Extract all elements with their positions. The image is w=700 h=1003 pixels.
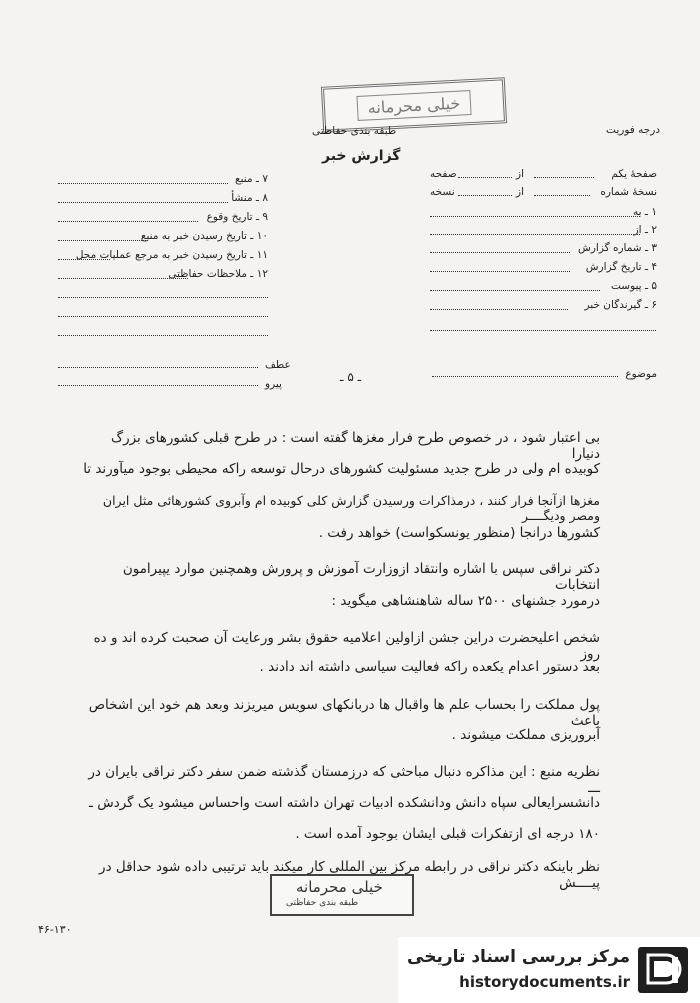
following-label: پیرو bbox=[265, 378, 282, 390]
field-report-date-label: ۴ ـ تاریخ گزارش bbox=[585, 261, 657, 273]
field-origin-line bbox=[58, 202, 228, 203]
field-security-notes-label: ۱۲ ـ ملاحظات حفاظتی bbox=[168, 268, 268, 280]
field-source-receipt-line bbox=[58, 240, 148, 241]
page-one-line bbox=[534, 177, 594, 178]
body-line-1: بی اعتبار شود ، در خصوص طرح فرار مغزها گفته است : در طرح قبلی کشورهای بزرگ دنیارا bbox=[111, 430, 600, 462]
field-source-receipt-label: ۱۰ ـ تاریخ رسیدن خبر به منبع bbox=[140, 230, 268, 242]
field-security-notes-line bbox=[58, 278, 188, 279]
body-line-3: مغزها ازآنجا فرار کنند ، درمذاکرات ورسیدن گزارش کلی کوبیده ام وآبروی کشورهائی مثل ایران ومصر ودیگــــر bbox=[102, 493, 600, 523]
body-line-10: آبروریزی مملکت میشوند . bbox=[451, 727, 600, 743]
field-recipients-label: ۶ ـ گیرندگان خبر bbox=[584, 299, 657, 311]
classification-label: طبقه بندی حفاظتی bbox=[312, 125, 397, 137]
field-event-date-label: ۹ ـ تاریخ وقوع bbox=[206, 211, 268, 223]
field-from-label: ۲ ـ از bbox=[633, 224, 657, 236]
body-line-14: نظر باینکه دکتر نراقی در رابطه مرکز بین المللی کار میکند باید ترتیبی داده شود حداقل در پیــــش bbox=[99, 859, 600, 891]
reference-line bbox=[58, 367, 258, 368]
body-line-6: درمورد جشنهای ۲۵۰۰ ساله شاهنشاهی میگوید : bbox=[331, 593, 600, 609]
field-local-receipt-line bbox=[58, 259, 110, 260]
archive-name: مرکز بررسی اسناد تاریخی bbox=[407, 947, 630, 967]
classification-stamp-bottom bbox=[270, 874, 414, 916]
copy-number-line bbox=[534, 195, 590, 196]
field-report-number-label: ۳ ـ شماره گزارش bbox=[578, 242, 657, 254]
reference-label: عطف bbox=[265, 359, 291, 371]
field-attachment-line bbox=[430, 290, 600, 291]
field-report-number-line bbox=[430, 252, 570, 253]
archive-logo-icon bbox=[638, 947, 688, 993]
body-line-11: نظریه منبع : این مذاکره دنبال مباحثی که درزمستان گذشته ضمن سفر دکتر نراقی بایران در ـــ bbox=[88, 764, 600, 796]
field-attachment-label: ۵ ـ پیوست bbox=[610, 280, 657, 292]
field-recipients-line-2 bbox=[430, 330, 656, 331]
field-source-line bbox=[58, 183, 228, 184]
notes-line-4 bbox=[58, 335, 268, 336]
field-to-line bbox=[430, 216, 640, 217]
report-title: گزارش خبر bbox=[322, 148, 401, 164]
field-report-date-line bbox=[430, 271, 570, 272]
body-line-2: کوبیده ام ولی در طرح جدید مسئولیت کشورهای درحال توسعه راکه محیطی بوجود میآورند تا bbox=[83, 461, 600, 477]
notes-line-2 bbox=[58, 297, 268, 298]
field-recipients-line bbox=[430, 309, 568, 310]
body-line-5: دکتر نراقی سپس با اشاره وانتقاد ازوزارت آموزش و پرورش وهمچنین موارد یپیرامون انتخابات bbox=[122, 561, 600, 593]
stamp-bottom-label: طبقه بندی حفاظتی bbox=[286, 898, 359, 908]
notes-line-3 bbox=[58, 316, 268, 317]
body-line-12: دانشسرایعالی سپاه دانش ودانشکده ادبیات تهران داشته است واحساس میشود یک گردش ـ bbox=[88, 795, 600, 811]
field-local-receipt-label: ۱۱ ـ تاریخ رسیدن خبر به مرجع عملیات محل bbox=[75, 249, 268, 261]
body-line-9: پول مملکت را بحساب علم ها واقبال ها دربانکهای سویس میریزند وبعد هم خود این اشخاص باعث bbox=[88, 697, 600, 729]
field-to-label: ۱ ـ به bbox=[633, 206, 657, 218]
from-label-1: از bbox=[516, 168, 524, 180]
page-suffix: صفحه bbox=[430, 168, 457, 180]
priority-label: درجه فوریت bbox=[606, 124, 660, 136]
page-one-label: صفحهٔ یکم bbox=[611, 168, 657, 180]
from-line-1 bbox=[458, 177, 512, 178]
field-event-date-line bbox=[58, 221, 198, 222]
stamp-top-text: خیلی محرمانه bbox=[356, 90, 472, 121]
page-number: ۴۶-۱۳۰ bbox=[38, 923, 72, 936]
from-label-2: از bbox=[516, 186, 524, 198]
body-line-13: ۱۸۰ درجه ای ازتفکرات قبلی ایشان بوجود آمده است . bbox=[295, 826, 600, 842]
body-line-4: کشورها درانجا (منظور یونسکواست) خواهد رفت . bbox=[318, 525, 600, 541]
field-source-label: ۷ ـ منبع bbox=[235, 173, 268, 185]
stamp-bottom-text: خیلی محرمانه bbox=[296, 878, 383, 896]
copy-suffix: نسخه bbox=[430, 186, 455, 198]
archive-watermark bbox=[398, 937, 700, 1003]
copy-number-label: نسخهٔ شماره bbox=[600, 186, 657, 198]
field-origin-label: ۸ ـ منشأ bbox=[231, 192, 268, 204]
body-line-8: بعد دستور اعدام یکعده راکه فعالیت سیاسی داشته اند دادند . bbox=[259, 659, 600, 675]
from-line-2 bbox=[458, 195, 512, 196]
archive-url: historydocuments.ir bbox=[459, 973, 630, 991]
subject-label: موضوع bbox=[625, 368, 657, 380]
page-marker: ـ ۵ ـ bbox=[340, 370, 362, 384]
subject-line bbox=[432, 376, 618, 377]
body-line-7: شخص اعلیحضرت دراین جشن ازاولین اعلامیه حقوق بشر ورعایت آن صحبت کرده اند و ده روز bbox=[93, 630, 600, 662]
field-from-line bbox=[430, 234, 640, 235]
following-line bbox=[58, 385, 258, 386]
